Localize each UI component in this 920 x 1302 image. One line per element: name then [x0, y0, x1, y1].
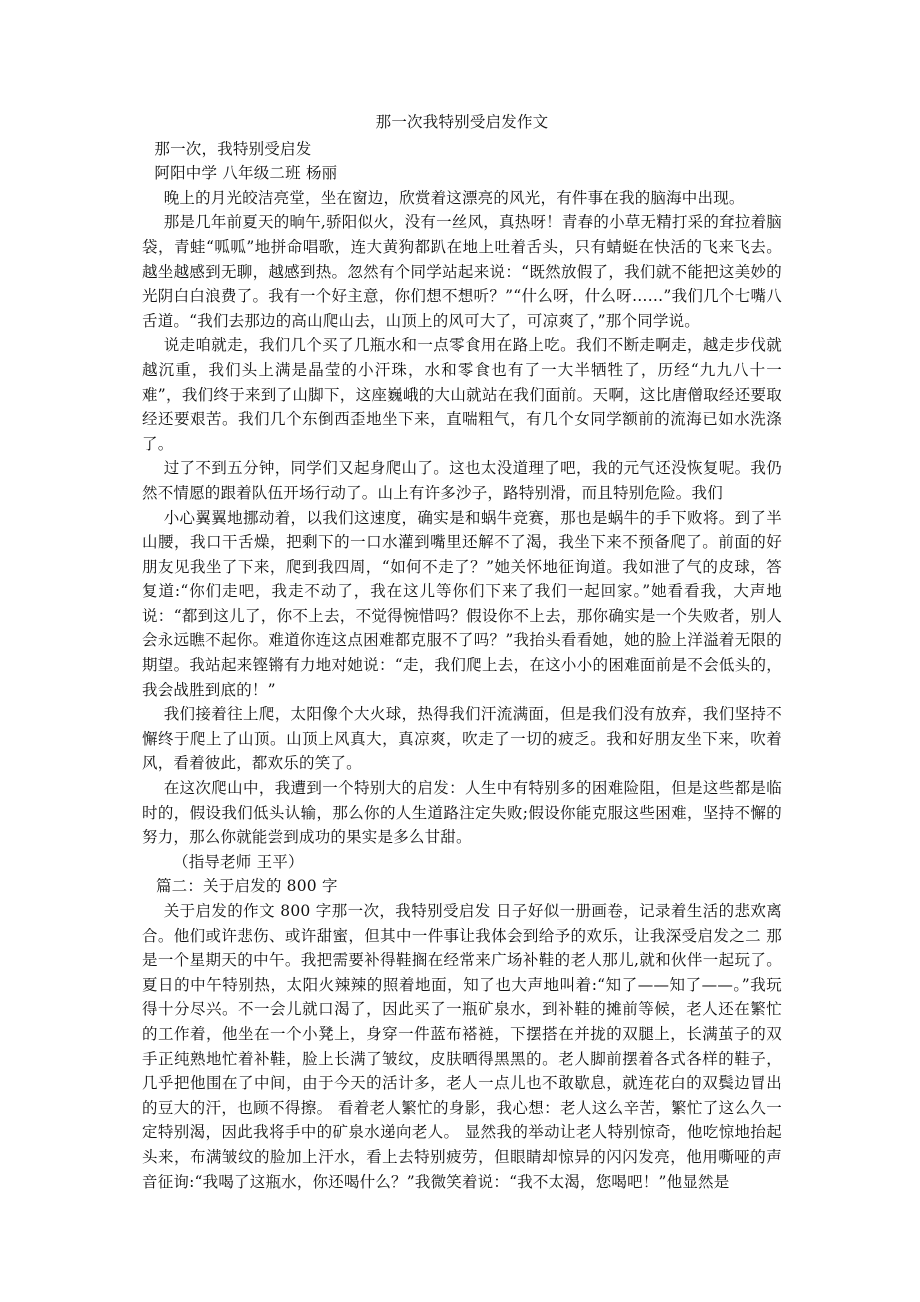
- author-line: 阿阳中学 八年级二班 杨丽: [154, 164, 338, 183]
- paragraph-3: 说走咱就走，我们几个买了几瓶水和一点零食用在路上吃。我们不断走啊走，越走步伐就越沉重，我们头上满是晶莹的小汗珠，水和零食也有了一大半牺牲了，历经“九九八十一难”，我们终于来到了山脚下，这座巍峨的大山就站在我们面前。天啊，这比唐僧取经还要取经还要艰苦。我们几个东倒西歪地坐下来，直喘粗气，有几个女同学额前的流海已如水洗涤了。: [142, 336, 782, 453]
- paragraph-5: 小心翼翼地挪动着，以我们这速度，确实是和蜗牛竞赛，那也是蜗牛的手下败将。到了半山腰，我口干舌燥，把剩下的一口水灌到嘴里还解不了渴，我坐下来不预备爬了。前面的好朋友见我坐了下来，爬到我四周，“如何不走了？”她关怀地征询道。我如泄了气的皮球，答复道:“你们走吧，我走不动了，我在这儿等你们下来了我们一起回家。”她看看我，大声地说：“都到这儿了，你不上去，不觉得惋惜吗？假设你不上去，那你确实是一个失败者，别人会永远瞧不起你。难道你连这点困难都克服不了吗？”我抬头看看她，她的脸上洋溢着无限的期望。我站起来铿锵有力地对她说：“走，我们爬上去，在这小小的困难面前是不会低头的，我会战胜到底的！”: [142, 508, 782, 699]
- paragraph-1: 晚上的月光皎洁亮堂，坐在窗边，欣赏着这漂亮的风光，有件事在我的脑海中出现。: [163, 188, 745, 207]
- paragraph-7: 在这次爬山中，我遭到一个特别大的启发：人生中有特别多的困难险阻，但是这些都是临时的，假设我们低头认输，那么你的人生道路注定失败;假设你能克服这些困难，坚持不懈的努力，那么你就能尝到成功的果实是多么甘甜。: [142, 779, 782, 847]
- section-heading: 篇二：关于启发的 800 字: [155, 877, 338, 896]
- document-title: 那一次我特别受启发作文: [375, 113, 549, 131]
- paragraph-2: 那是几年前夏天的晌午,骄阳似火，没有一丝风，真热呀！青春的小草无精打采的耷拉着脑袋，青蛙“呱呱”地拼命唱歌，连大黄狗都趴在地上吐着舌头，只有蜻蜓在快活的飞来飞去。越坐越感到无聊，越感到热。忽然有个同学站起来说：“既然放假了，我们就不能把这美妙的光阴白白浪费了。我有一个好主意，你们想不想听？”“什么呀，什么呀……”我们几个七嘴八舌道。“我们去那边的高山爬山去，山顶上的风可大了，可凉爽了，”那个同学说。: [142, 213, 782, 330]
- paragraph-8: 关于启发的作文 800 字那一次，我特别受启发 日子好似一册画卷，记录着生活的悲欢离合。他们或许悲伤、或许甜蜜，但其中一件事让我体会到给予的欢乐，让我深受启发之二 那是一个星期天的中午。我把需要补得鞋搁在经常来广场补鞋的老人那儿,就和伙伴一起玩了。夏日的中午特别热，太阳火辣辣的照着地面，知了也大声地叫着:“知了——知了——。”我玩得十分尽兴。不一会儿就口渴了，因此买了一瓶矿泉水，到补鞋的摊前等候，老人还在繁忙的工作着，他坐在一个小凳上，身穿一件蓝布褡裢，下摆搭在并拢的双腿上，长满茧子的双手正纯熟地忙着补鞋，脸上长满了皱纹，皮肤晒得黑黑的。老人脚前摆着各式各样的鞋子，几乎把他围在了中间，由于今天的活计多，老人一点儿也不敢歇息，就连花白的双鬓边冒出的豆大的汗，也顾不得擦。 看着老人繁忙的身影，我心想：老人这么辛苦，繁忙了这么久一定特别渴，因此我将手中的矿泉水递向老人。 显然我的举动让老人特别惊奇，他吃惊地抬起头来，布满皱纹的脸加上汗水，看上去特别疲劳，但眼睛却惊异的闪闪发亮，他用嘶哑的声音征询:“我喝了这瓶水，你还喝什么？”我微笑着说：“我不太渴，您喝吧！”他显然是: [142, 902, 782, 1191]
- paragraph-4: 过了不到五分钟，同学们又起身爬山了。这也太没道理了吧，我的元气还没恢复呢。我仍然不情愿的跟着队伍开场行动了。山上有许多沙子，路特别滑，而且特别危险。我们: [142, 459, 782, 502]
- document-page: [142, 110, 782, 1194]
- teacher-signature: （指导老师 王平）: [173, 852, 304, 871]
- essay-heading: 那一次，我特别受启发: [154, 139, 312, 158]
- paragraph-6: 我们接着往上爬，太阳像个大火球，热得我们汗流满面，但是我们没有放弃，我们坚持不懈终于爬上了山顶。山顶上风真大，真凉爽，吹走了一切的疲乏。我和好朋友坐下来，吹着风，看着彼此，都欢乐的笑了。: [142, 705, 782, 773]
